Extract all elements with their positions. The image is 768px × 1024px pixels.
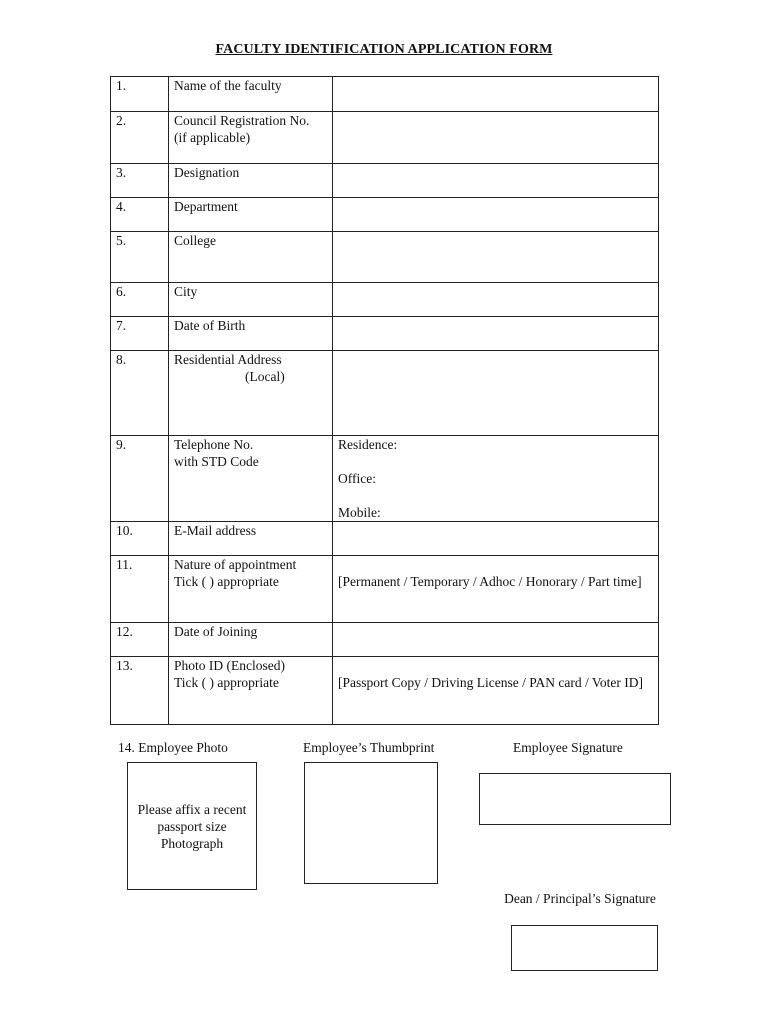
row-number: 12. (111, 623, 169, 657)
telephone-field[interactable] (333, 436, 659, 522)
row-label: City (169, 283, 333, 317)
designation-field[interactable] (333, 164, 659, 198)
row-label: E-Mail address (169, 522, 333, 556)
table-row (111, 657, 659, 725)
row-number: 3. (111, 164, 169, 198)
email-field[interactable] (333, 522, 659, 556)
employee-signature-box[interactable] (479, 773, 671, 825)
row-label-cell (169, 351, 333, 436)
row-sublabel: Tick ( ) appropriate (174, 574, 279, 589)
row-number: 13. (111, 657, 169, 725)
mobile-phone-label: Mobile: (338, 505, 381, 520)
row-number: 11. (111, 556, 169, 623)
thumbprint-box[interactable] (304, 762, 438, 884)
dean-signature-box[interactable] (511, 925, 658, 971)
row-label: Photo ID (Enclosed) (174, 658, 285, 673)
row-number: 1. (111, 77, 169, 112)
row-label: College (169, 232, 333, 283)
spacer (338, 487, 654, 504)
row-number: 10. (111, 522, 169, 556)
table-row (111, 436, 659, 522)
table-row (111, 623, 659, 657)
row-number: 5. (111, 232, 169, 283)
row-label: Name of the faculty (169, 77, 333, 112)
row-label: Residential Address (174, 352, 282, 367)
row-number: 8. (111, 351, 169, 436)
row-label-cell (169, 556, 333, 623)
photo-placeholder-text: Please affix a recent passport size Photograph (137, 801, 247, 851)
row-label: Telephone No. (174, 437, 254, 452)
residence-phone-label: Residence: (338, 437, 398, 452)
row-sublabel: Tick ( ) appropriate (174, 675, 279, 690)
row-label-cell (169, 112, 333, 164)
employee-photo-caption: 14. Employee Photo (118, 740, 228, 755)
photo-id-field[interactable] (333, 657, 659, 725)
photo-box[interactable] (127, 762, 257, 890)
row-sublabel: (Local) (245, 369, 285, 384)
table-row (111, 112, 659, 164)
row-number: 7. (111, 317, 169, 351)
table-row (111, 522, 659, 556)
row-sublabel: with STD Code (174, 454, 259, 469)
table-row (111, 198, 659, 232)
thumbprint-caption: Employee’s Thumbprint (303, 740, 435, 755)
table-row (111, 283, 659, 317)
table-row (111, 164, 659, 198)
row-label-cell (169, 436, 333, 522)
office-phone-label: Office: (338, 471, 376, 486)
signature-caption: Employee Signature (513, 740, 623, 755)
table-row (111, 77, 659, 112)
table-row (111, 232, 659, 283)
row-label: Designation (169, 164, 333, 198)
council-registration-field[interactable] (333, 112, 659, 164)
row-label: Date of Birth (169, 317, 333, 351)
row-number: 9. (111, 436, 169, 522)
spacer (338, 453, 654, 470)
college-field[interactable] (333, 232, 659, 283)
date-of-joining-field[interactable] (333, 623, 659, 657)
row-number: 6. (111, 283, 169, 317)
appointment-nature-field[interactable] (333, 556, 659, 623)
table-row (111, 556, 659, 623)
appointment-options: [Permanent / Temporary / Adhoc / Honorary / Part time] (338, 574, 642, 589)
photo-id-options: [Passport Copy / Driving License / PAN card / Voter ID] (338, 675, 643, 690)
residential-address-field[interactable] (333, 351, 659, 436)
department-field[interactable] (333, 198, 659, 232)
row-label: Department (169, 198, 333, 232)
row-number: 2. (111, 112, 169, 164)
table-row (111, 351, 659, 436)
spacer (338, 657, 654, 674)
table-row (111, 317, 659, 351)
application-table (110, 76, 659, 725)
form-title: FACULTY IDENTIFICATION APPLICATION FORM (215, 42, 553, 57)
spacer (338, 556, 654, 573)
city-field[interactable] (333, 283, 659, 317)
row-label: Council Registration No. (174, 113, 310, 128)
date-of-birth-field[interactable] (333, 317, 659, 351)
faculty-name-field[interactable] (333, 77, 659, 112)
row-number: 4. (111, 198, 169, 232)
row-sublabel: (if applicable) (174, 130, 251, 145)
row-label: Date of Joining (169, 623, 333, 657)
row-label: Nature of appointment (174, 557, 297, 572)
row-label-cell (169, 657, 333, 725)
dean-signature-caption: Dean / Principal’s Signature (504, 891, 656, 906)
